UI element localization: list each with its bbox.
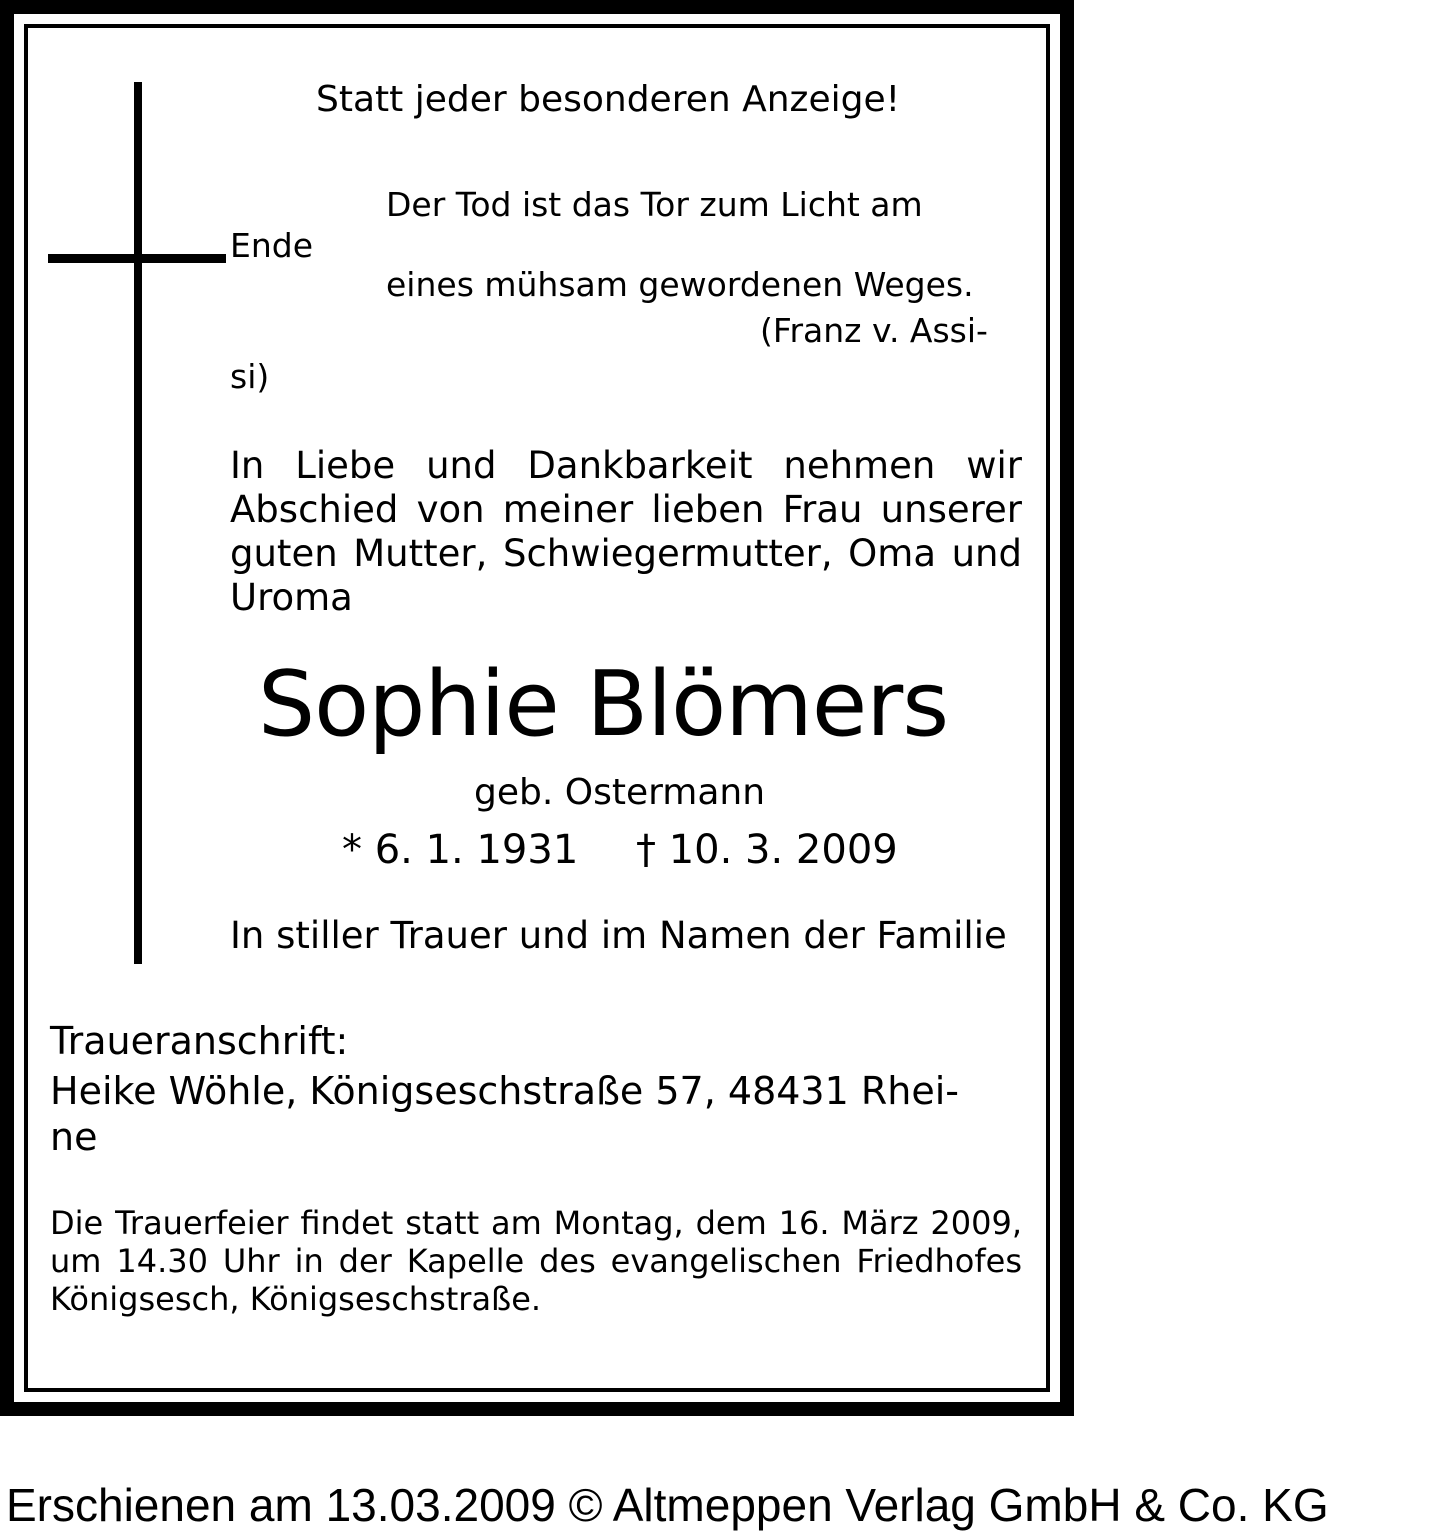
- cross-icon-vertical: [134, 82, 142, 964]
- death-date: † 10. 3. 2009: [636, 827, 898, 873]
- birth-name: geb. Ostermann: [474, 772, 766, 813]
- quote-author-1: (Franz v. Assi-: [760, 311, 988, 350]
- quote-author-2: si): [230, 357, 270, 396]
- notice-heading: Statt jeder besonderen Anzeige!: [316, 79, 901, 120]
- cross-icon-horizontal: [48, 254, 226, 263]
- closing-line: In stiller Trauer und im Namen der Familie: [230, 914, 1007, 957]
- address-label: Traueranschrift:: [50, 1019, 349, 1063]
- quote-line-1: Der Tod ist das Tor zum Licht am: [386, 185, 923, 224]
- deceased-name: Sophie Blömers: [258, 652, 949, 757]
- mourning-address-text: Heike Wöhle, Königseschstraße 57, 48431 Rhei- ne: [50, 1069, 959, 1159]
- quote-line-2: Ende: [230, 226, 314, 265]
- quote-line-3: eines mühsam gewordenen Weges.: [386, 265, 974, 304]
- birth-date: * 6. 1. 1931: [342, 827, 579, 873]
- mourning-address: [50, 1068, 1022, 1160]
- funeral-info: Die Trauerfeier findet statt am Montag, dem 16. März 2009, um 14.30 Uhr in der Kapelle des evangelischen Friedhofes Königsesch, Königseschstraße.: [50, 1204, 1022, 1318]
- publication-footer: Erschienen am 13.03.2009 © Altmeppen Verlag GmbH & Co. KG: [6, 1479, 1329, 1531]
- intro-paragraph: In Liebe und Dankbarkeit nehmen wir Abschied von meiner lieben Frau unserer guten Mutter, Schwiegermutter, Oma und Uroma: [230, 444, 1022, 619]
